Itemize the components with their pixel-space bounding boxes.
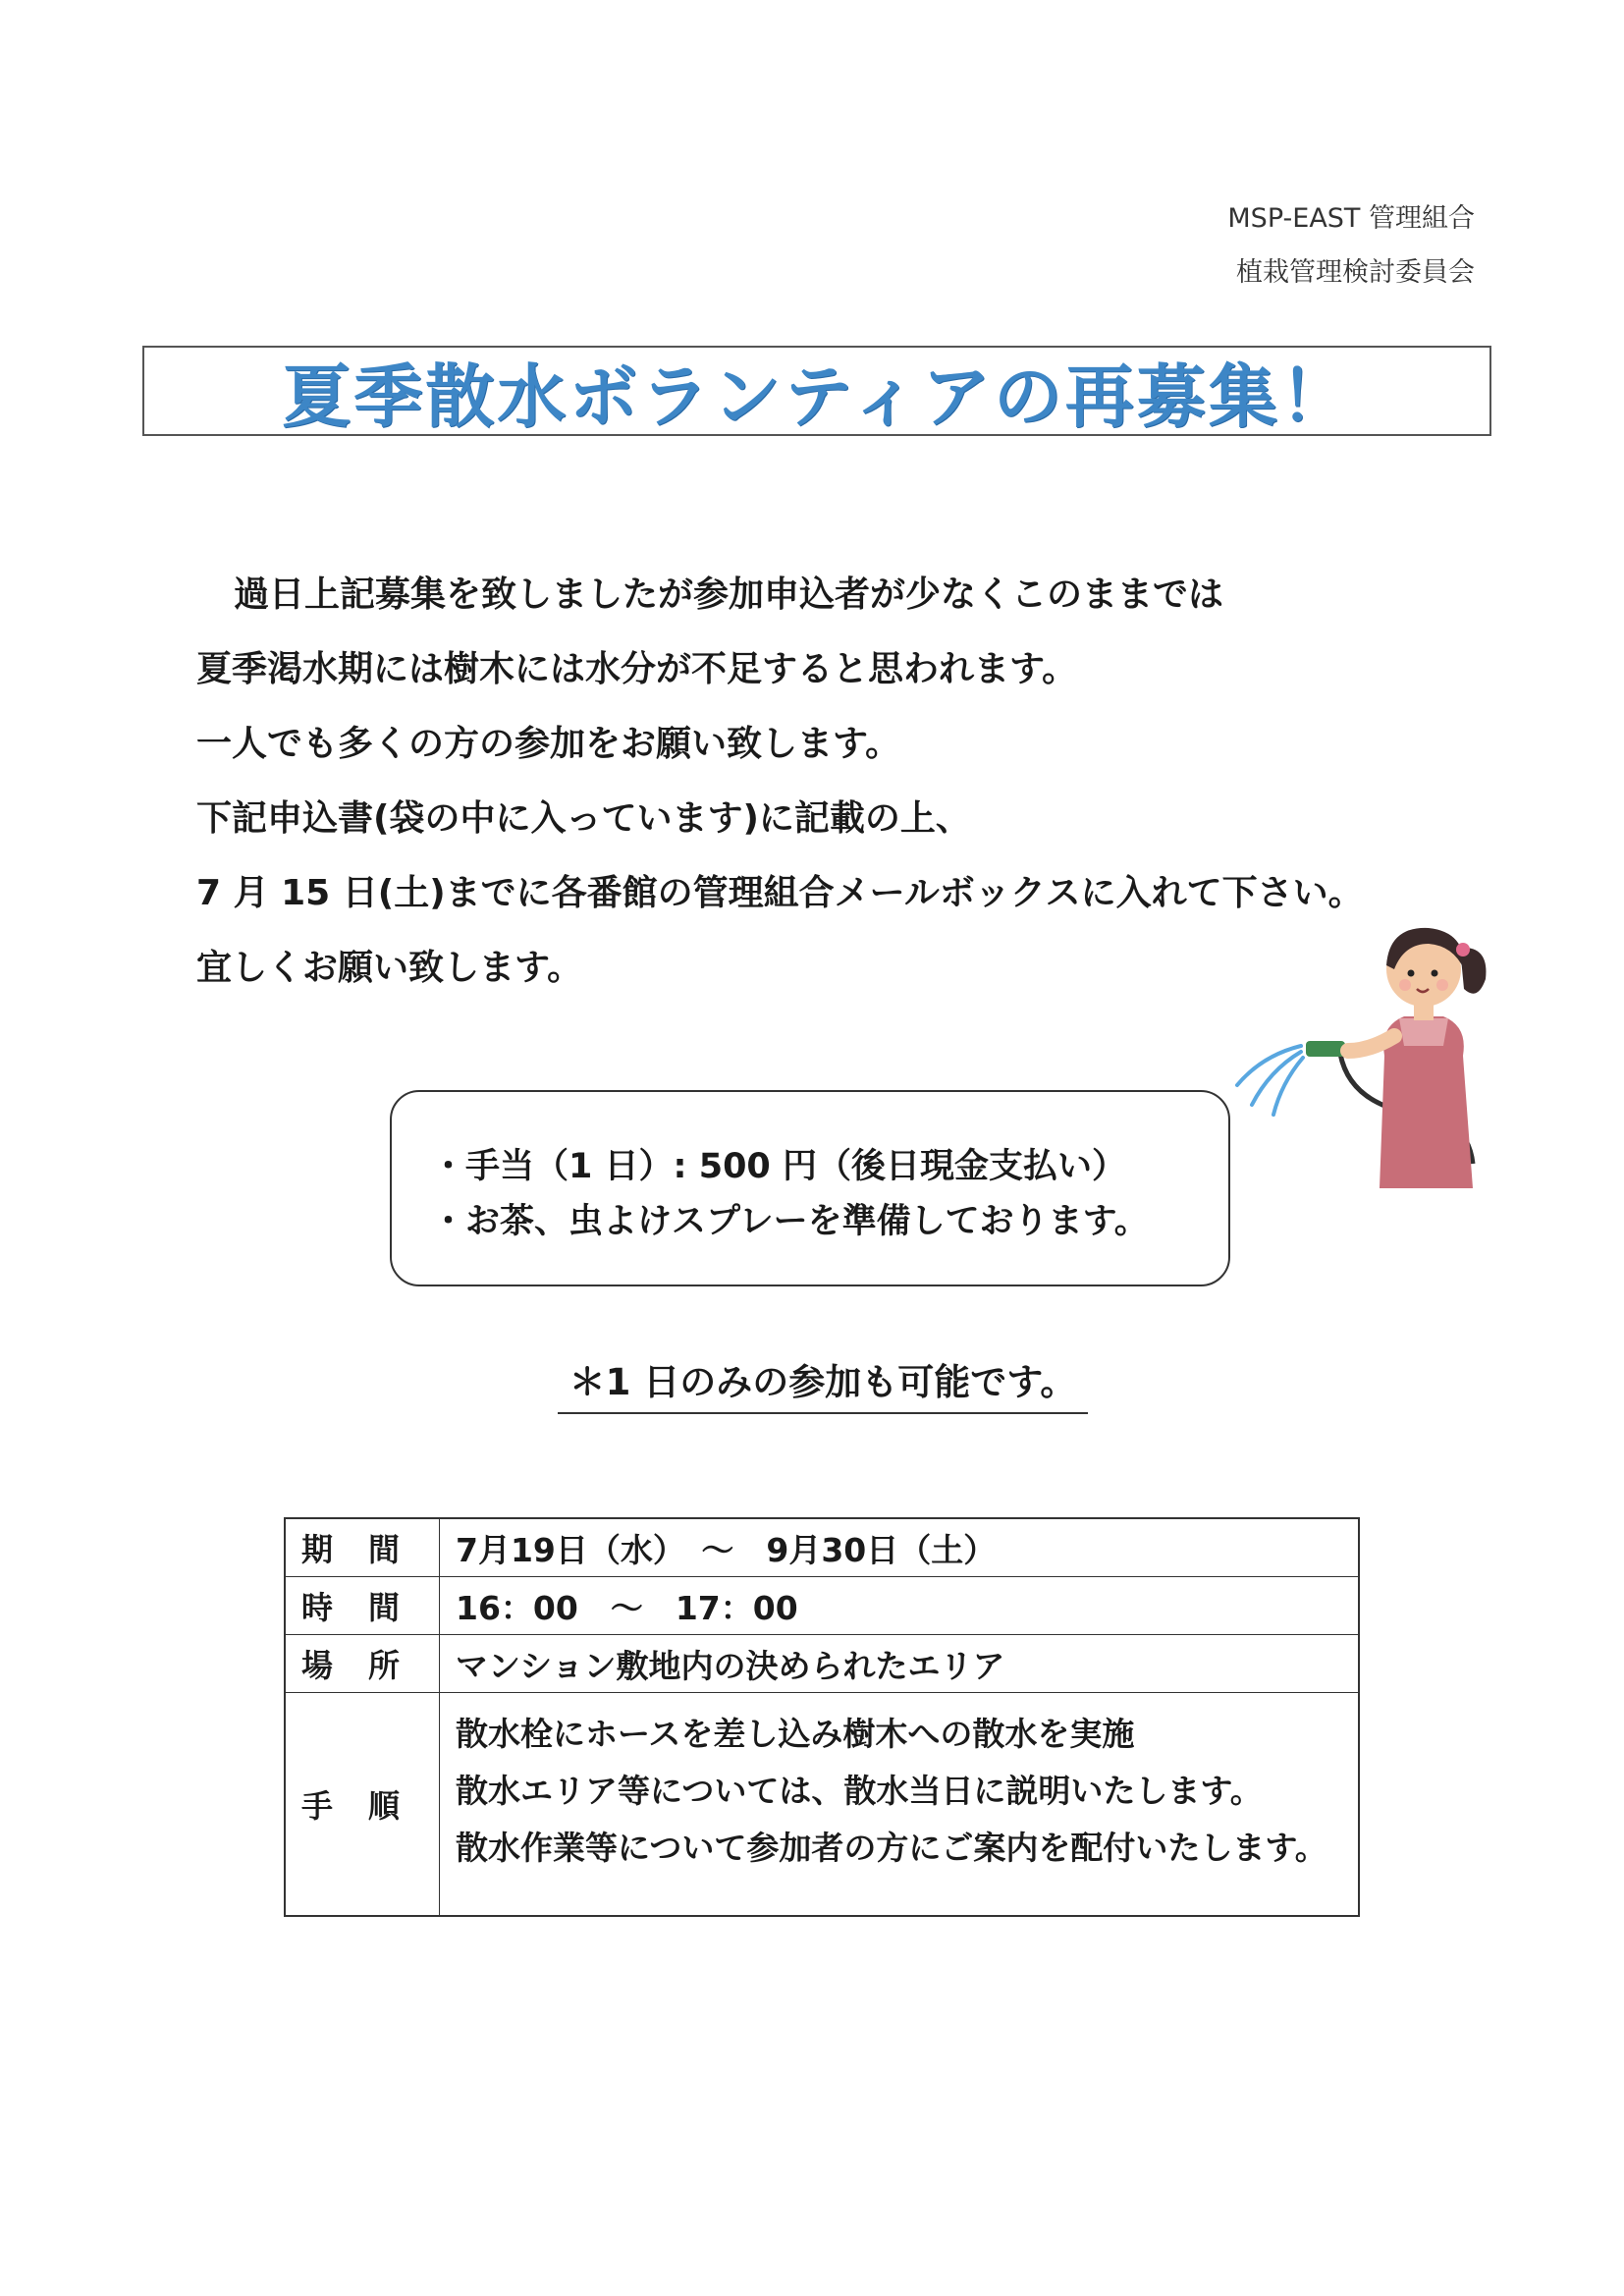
time-label: 時 間 <box>285 1577 440 1635</box>
page-title: 夏季散水ボランティアの再募集！ <box>282 355 1352 437</box>
allowance-line: ・手当（1 日）: 500 円（後日現金支払い） <box>431 1147 1126 1186</box>
woman-watering-with-hose-icon <box>1232 908 1507 1193</box>
one-day-note: ＊1 日のみの参加も可能です。 <box>558 1353 1088 1414</box>
table-row <box>285 1635 1359 1693</box>
body-line: 宜しくお願い致します。 <box>196 948 583 988</box>
procedure-value <box>440 1693 1360 1917</box>
procedure-line: 散水作業等について参加者の方にご案内を配付いたします。 <box>456 1829 1327 1867</box>
table-row <box>285 1577 1359 1635</box>
time-value: 16：00 ～ 17：00 <box>440 1577 1360 1635</box>
body-line: 下記申込書(袋の中に入っています)に記載の上、 <box>196 798 971 839</box>
body-line: 過日上記募集を致しましたが参加申込者が少なくこのままでは <box>234 574 1224 615</box>
body-line: 夏季渇水期には樹木には水分が不足すると思われます。 <box>196 649 1078 689</box>
table-row <box>285 1693 1359 1917</box>
place-value: マンション敷地内の決められたエリア <box>440 1635 1360 1693</box>
place-label: 場 所 <box>285 1635 440 1693</box>
body-line: 一人でも多くの方の参加をお願い致します。 <box>196 724 901 764</box>
procedure-label: 手 順 <box>285 1693 440 1917</box>
procedure-line: 散水エリア等については、散水当日に説明いたします。 <box>456 1772 1263 1810</box>
period-label: 期 間 <box>285 1518 440 1577</box>
supplies-line: ・お茶、虫よけスプレーを準備しております。 <box>431 1202 1149 1241</box>
allowance-info-box <box>390 1090 1230 1286</box>
title-box <box>142 346 1491 436</box>
schedule-table <box>284 1517 1360 1917</box>
committee-name: 植栽管理検討委員会 <box>1236 257 1475 288</box>
procedure-line: 散水栓にホースを差し込み樹木への散水を実施 <box>456 1715 1135 1753</box>
period-value: 7月19日（水） ～ 9月30日（土） <box>440 1518 1360 1577</box>
body-line: 7 月 15 日(土)までに各番館の管理組合メールボックスに入れて下さい。 <box>196 873 1364 913</box>
organization-name: MSP-EAST 管理組合 <box>1227 203 1475 234</box>
table-row <box>285 1518 1359 1577</box>
